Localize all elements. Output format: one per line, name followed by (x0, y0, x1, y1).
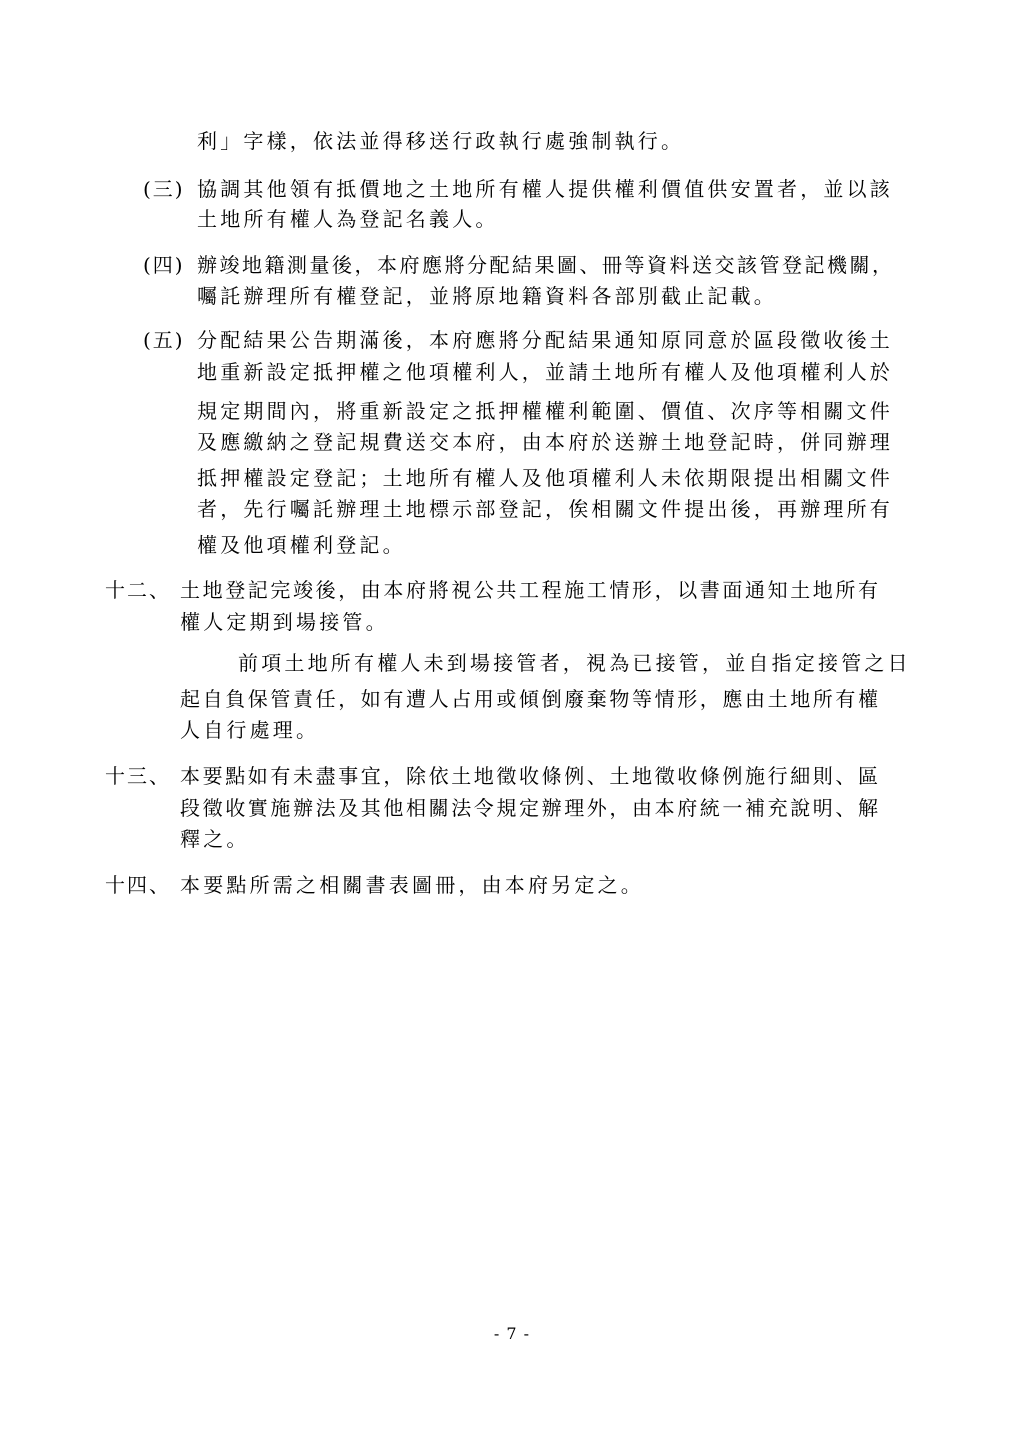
text-line: 段徵收實施辦法及其他相關法令規定辦理外，由本府統一補充說明、解 (180, 796, 881, 820)
text-line: 人自行處理。 (180, 718, 320, 742)
text-line: 權人定期到場接管。 (180, 610, 389, 634)
text-line: 辦竣地籍測量後，本府應將分配結果圖、冊等資料送交該管登記機關， (197, 253, 895, 277)
item-label-3: (三) (143, 177, 185, 201)
item-label-12: 十二、 (105, 578, 171, 602)
item-label-4: (四) (143, 253, 185, 277)
text-line: 土地登記完竣後，由本府將視公共工程施工情形，以書面通知土地所有 (180, 578, 881, 602)
text-line: 前項土地所有權人未到場接管者，視為已接管，並自指定接管之日 (238, 651, 911, 675)
item-label-14: 十四、 (105, 873, 171, 897)
text-line: 抵押權設定登記；土地所有權人及他項權利人未依期限提出相關文件 (197, 466, 893, 490)
text-line: 地重新設定抵押權之他項權利人，並請土地所有權人及他項權利人於 (197, 360, 893, 384)
text-line: 土地所有權人為登記名義人。 (197, 207, 499, 231)
text-line: 分配結果公告期滿後，本府應將分配結果通知原同意於區段徵收後土 (197, 328, 893, 352)
item-label-5: (五) (143, 328, 185, 352)
text-line: 利」字樣，依法並得移送行政執行處強制執行。 (197, 129, 685, 153)
text-line: 囑託辦理所有權登記，並將原地籍資料各部別截止記載。 (197, 284, 777, 308)
text-line: 及應繳納之登記規費送交本府，由本府於送辦土地登記時，併同辦理 (197, 430, 893, 454)
text-line: 者，先行囑託辦理土地標示部登記，俟相關文件提出後，再辦理所有 (197, 497, 893, 521)
item-label-13: 十三、 (105, 764, 171, 788)
text-line: 權及他項權利登記。 (197, 533, 406, 557)
text-line: 協調其他領有抵價地之土地所有權人提供權利價值供安置者，並以該 (197, 177, 893, 201)
text-line: 本要點所需之相關書表圖冊，由本府另定之。 (180, 873, 644, 897)
page-number: - 7 - (493, 1324, 531, 1343)
text-line: 釋之。 (180, 827, 250, 851)
text-line: 規定期間內，將重新設定之抵押權權利範圍、價值、次序等相關文件 (197, 399, 893, 423)
text-line: 本要點如有未盡事宜，除依土地徵收條例、土地徵收條例施行細則、區 (180, 764, 881, 788)
text-line: 起自負保管責任，如有遭人占用或傾倒廢棄物等情形，應由土地所有權 (180, 687, 881, 711)
